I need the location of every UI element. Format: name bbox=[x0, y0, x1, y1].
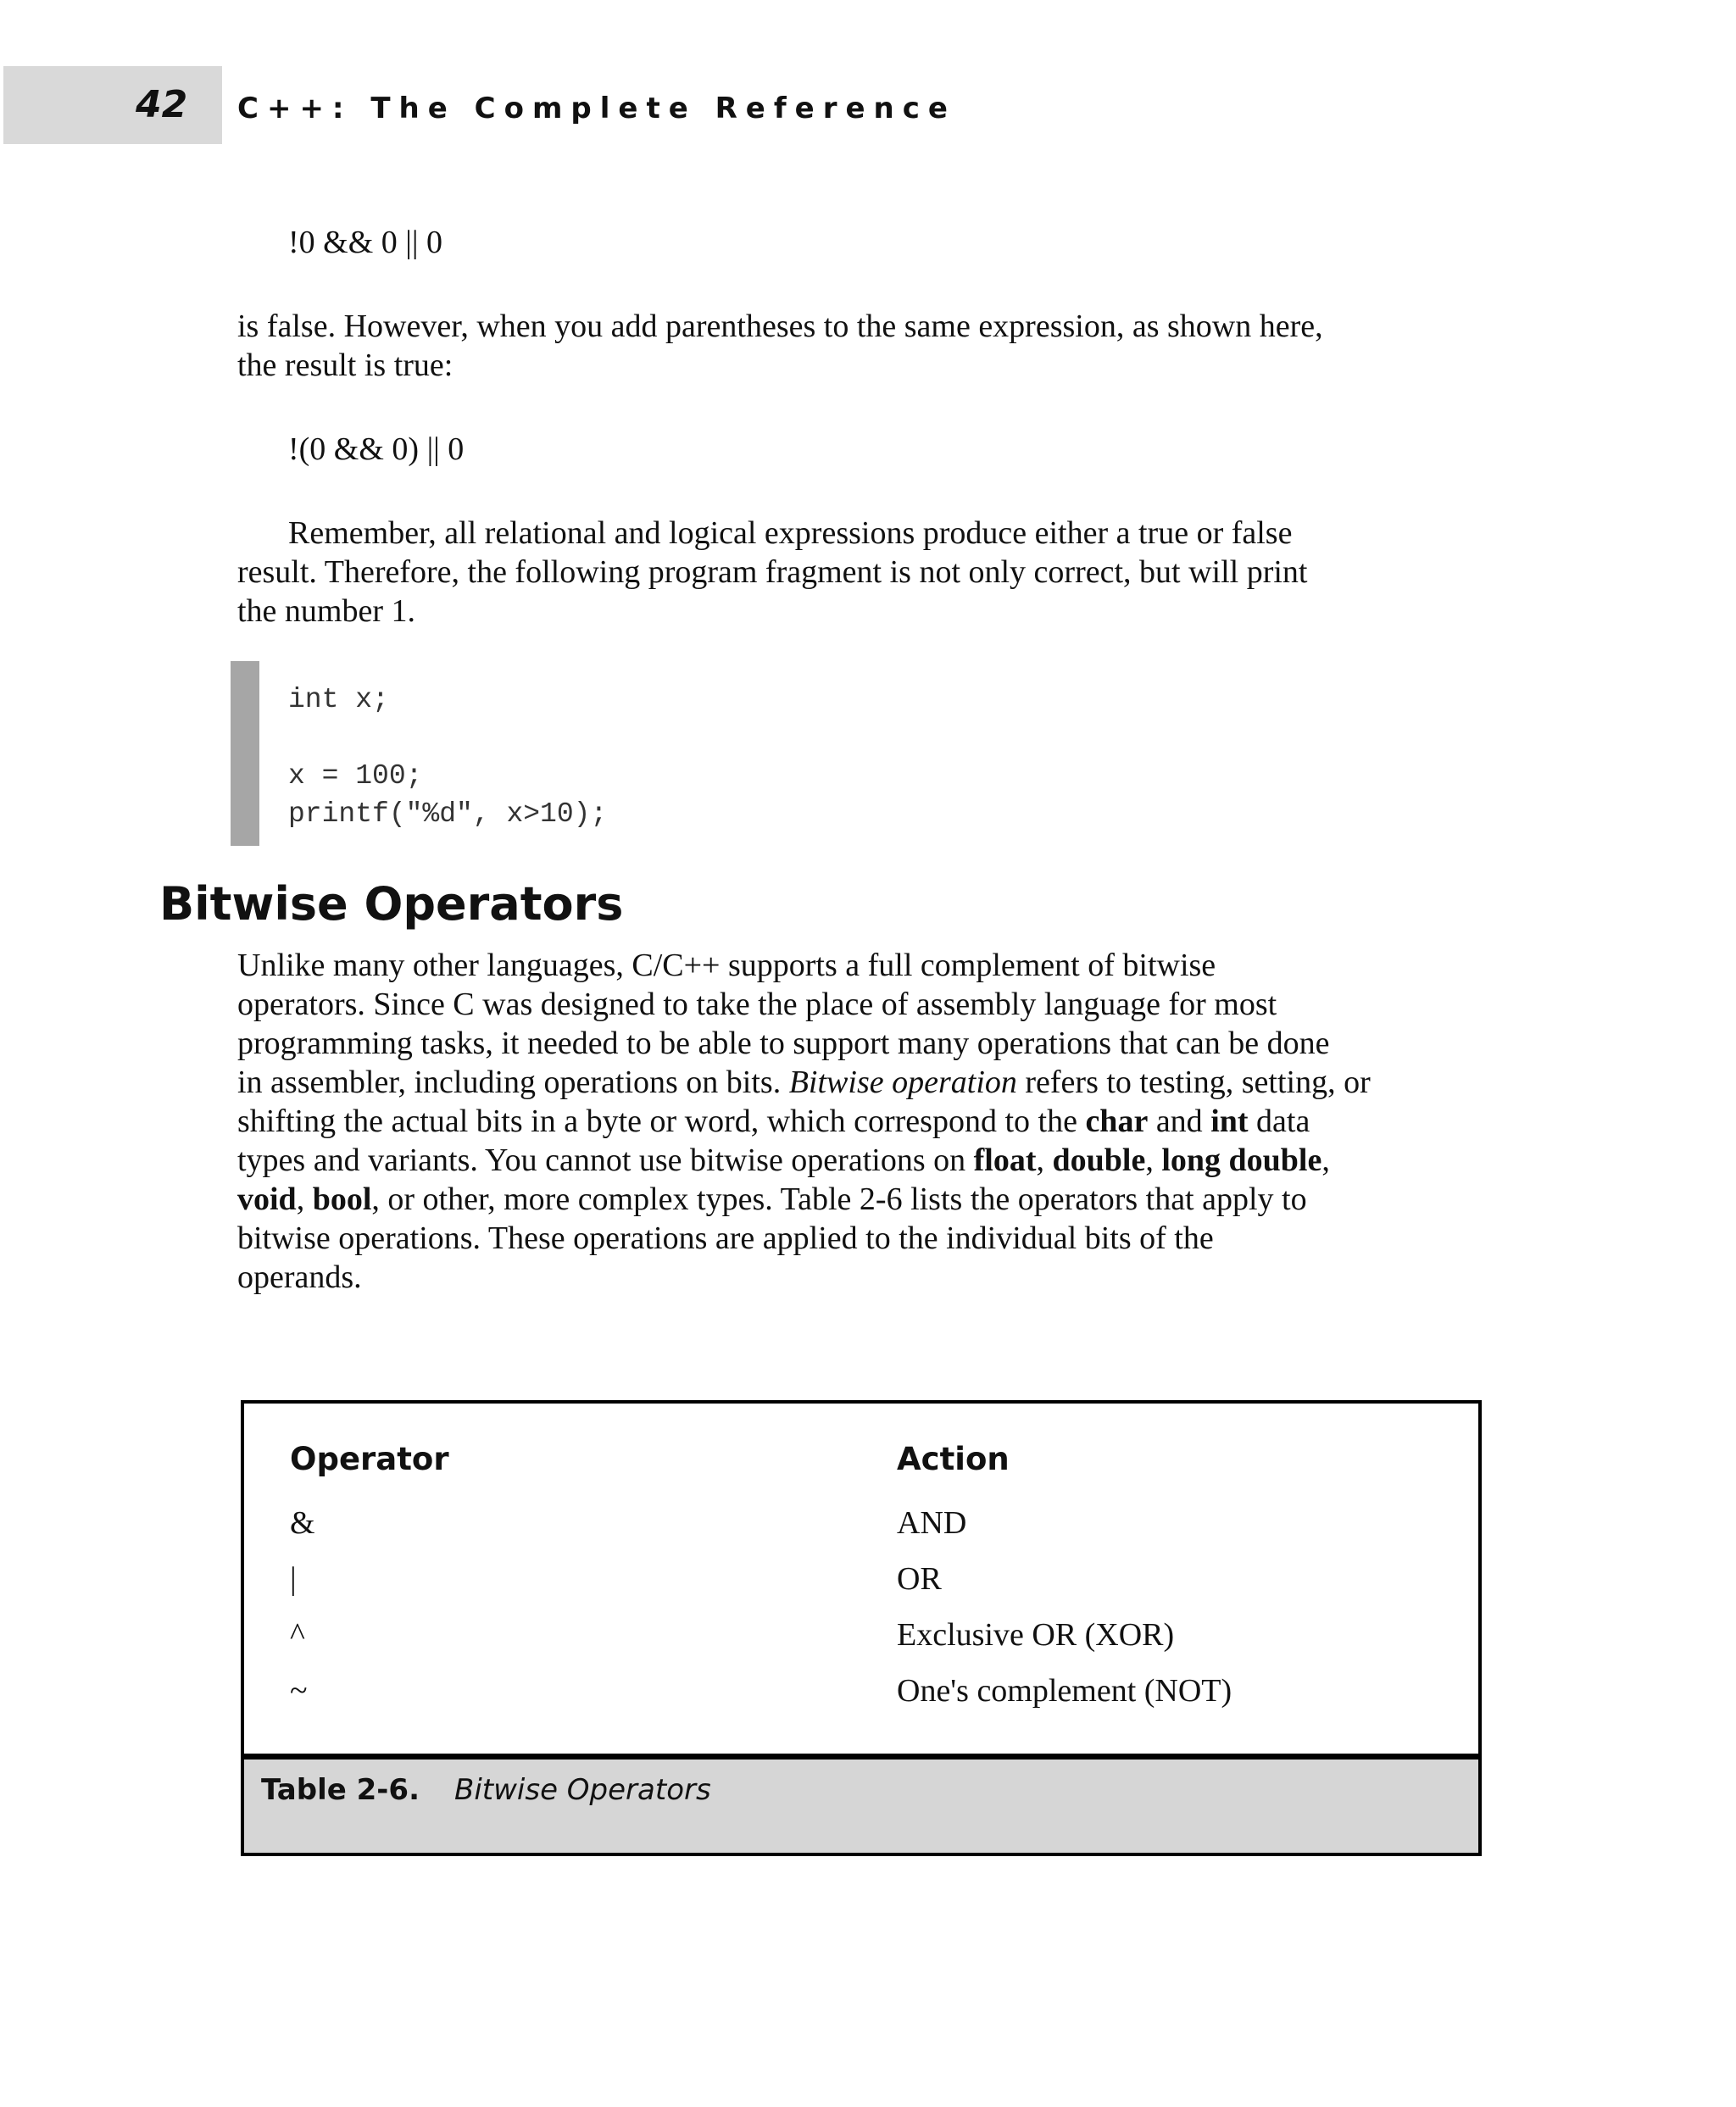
action-cell: One's complement (NOT) bbox=[897, 1673, 1232, 1709]
text-run: programming tasks, it needed to be able to support many operations that can be done bbox=[237, 1026, 1330, 1061]
bold-term: void bbox=[237, 1181, 297, 1217]
italic-term: Bitwise operation bbox=[788, 1065, 1017, 1100]
operator-cell: | bbox=[290, 1561, 297, 1597]
table-caption-title: Bitwise Operators bbox=[454, 1773, 711, 1807]
text-run: and bbox=[1148, 1104, 1211, 1139]
bold-term: float bbox=[973, 1142, 1037, 1178]
text-run: operators. Since C was designed to take the place of assembly language for most bbox=[237, 987, 1277, 1022]
page-number: 42 bbox=[136, 83, 188, 126]
section-paragraph-line bbox=[237, 1219, 1214, 1258]
operator-cell: & bbox=[290, 1505, 315, 1541]
section-paragraph-line bbox=[237, 1141, 1330, 1180]
table-caption bbox=[244, 1754, 1478, 1853]
running-head: C++: The Complete Reference bbox=[237, 92, 956, 125]
page-number-tab bbox=[3, 66, 222, 144]
paragraph-line: result. Therefore, the following program fragment is not only correct, but will print bbox=[237, 554, 1308, 590]
text-run: , or other, more complex types. Table 2-6 lists the operators that apply to bbox=[371, 1181, 1307, 1217]
section-paragraph-line bbox=[237, 1180, 1307, 1219]
text-run: in assembler, including operations on bits. bbox=[237, 1065, 789, 1100]
text-run: data bbox=[1248, 1104, 1310, 1139]
code-line: printf("%d", x>10); bbox=[288, 798, 608, 830]
bold-term: long double bbox=[1161, 1142, 1322, 1178]
code-line: x = 100; bbox=[288, 760, 423, 792]
text-run: types and variants. You cannot use bitwise operations on bbox=[237, 1142, 974, 1178]
action-cell: Exclusive OR (XOR) bbox=[897, 1617, 1175, 1653]
paragraph-line: is false. However, when you add parentheses to the same expression, as shown here, bbox=[237, 309, 1323, 344]
text-run: shifting the actual bits in a byte or word, which correspond to the bbox=[237, 1104, 1086, 1139]
code-block-bar bbox=[231, 661, 259, 846]
column-header-operator: Operator bbox=[290, 1441, 449, 1477]
text-run: , bbox=[1036, 1142, 1053, 1178]
operator-table bbox=[241, 1400, 1482, 1856]
operator-cell: ~ bbox=[290, 1673, 308, 1709]
paragraph-line: the number 1. bbox=[237, 593, 416, 629]
section-paragraph-line bbox=[237, 1258, 362, 1297]
section-paragraph-line bbox=[237, 1102, 1310, 1141]
section-paragraph-line bbox=[237, 1063, 1371, 1102]
paragraph-line: Remember, all relational and logical expressions produce either a true or false bbox=[288, 515, 1293, 551]
section-paragraph-line bbox=[237, 985, 1277, 1024]
section-paragraph-line bbox=[237, 1024, 1330, 1063]
text-run: , bbox=[296, 1181, 313, 1217]
bold-term: int bbox=[1210, 1104, 1249, 1139]
action-cell: OR bbox=[897, 1561, 942, 1597]
action-cell: AND bbox=[897, 1505, 967, 1541]
code-line: int x; bbox=[288, 684, 389, 715]
table-caption-label: Table 2-6. bbox=[261, 1773, 420, 1807]
bold-term: bool bbox=[312, 1181, 372, 1217]
column-header-action: Action bbox=[897, 1441, 1010, 1477]
text-run: refers to testing, setting, or bbox=[1016, 1065, 1371, 1100]
section-paragraph-line bbox=[237, 946, 1216, 985]
section-heading: Bitwise Operators bbox=[159, 877, 624, 931]
paragraph-line: the result is true: bbox=[237, 347, 453, 383]
text-run: bitwise operations. These operations are applied to the individual bits of the bbox=[237, 1220, 1214, 1256]
text-run: operands. bbox=[237, 1259, 362, 1295]
text-run: Unlike many other languages, C/C++ supports a full complement of bitwise bbox=[237, 948, 1216, 983]
bold-term: char bbox=[1085, 1104, 1149, 1139]
expression-with-parentheses: !(0 && 0) || 0 bbox=[288, 431, 465, 467]
expression-without-parentheses: !0 && 0 || 0 bbox=[288, 225, 442, 260]
text-run: , bbox=[1321, 1142, 1330, 1178]
text-run: , bbox=[1145, 1142, 1162, 1178]
operator-cell: ^ bbox=[290, 1617, 305, 1653]
bold-term: double bbox=[1052, 1142, 1146, 1178]
